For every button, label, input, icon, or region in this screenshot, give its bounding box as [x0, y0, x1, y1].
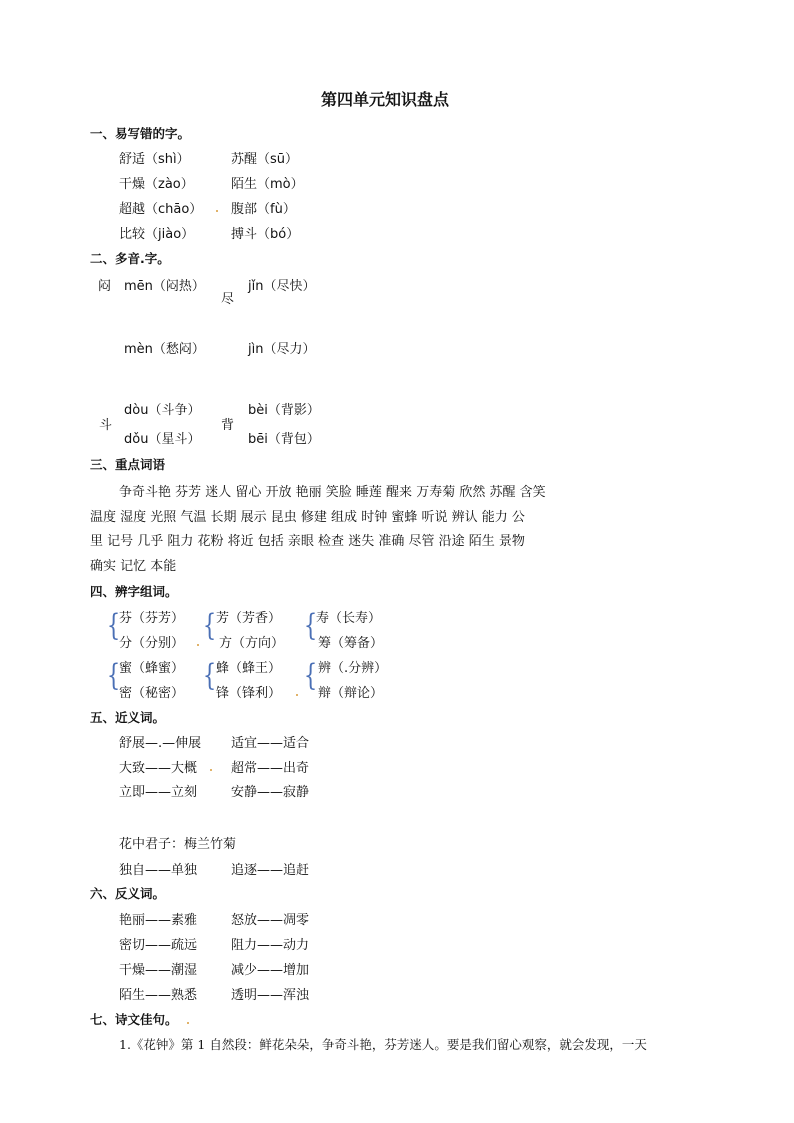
polyphone-reading: mèn（愁闷）	[124, 342, 205, 357]
polyphone-char: 尽	[221, 292, 235, 307]
polyphone-reading: bēi（背包）	[248, 432, 320, 447]
synonym-pair: 适宜——适合	[231, 736, 310, 751]
word-line: 争奇斗艳 芬芳 迷人 留心 开放 艳丽 笑脸 睡莲 醒来 万寿菊 欣然 苏醒 含笑	[119, 485, 546, 500]
distinguish-item: 分（分别）	[119, 636, 185, 651]
section-heading-key-words: 三、重点词语	[90, 457, 166, 472]
polyphone-reading: jìn（尽力）	[248, 342, 316, 357]
section-heading-distinguish: 四、辨字组词。	[90, 584, 178, 599]
antonym-pair: 减少——增加	[231, 963, 310, 978]
section-heading-antonyms: 六、反义词。	[90, 886, 166, 901]
distinguish-item: 密（秘密）	[119, 686, 185, 701]
polyphone-char: 闷	[98, 279, 112, 294]
brace-icon: {	[303, 658, 318, 693]
quote-line: 1.《花钟》第 1 自然段：鲜花朵朵，争奇斗艳，芬芳迷人。要是我们留心观察，就会发现，一天	[119, 1037, 647, 1052]
section-heading-quotes: 七、诗文佳句。	[90, 1012, 178, 1027]
polyphone-reading: dòu（斗争）	[124, 403, 201, 418]
antonym-pair: 透明——浑浊	[231, 988, 310, 1003]
antonym-pair: 艳丽——素雅	[119, 913, 198, 928]
polyphone-reading: bèi（背影）	[248, 403, 320, 418]
section-heading-typos: 一、易写错的字。	[90, 126, 191, 141]
distinguish-item: 锋（锋利）	[216, 686, 282, 701]
page-title: 第四单元知识盘点	[321, 90, 450, 109]
brace-icon: {	[303, 608, 318, 643]
antonym-pair: 干燥——潮湿	[119, 963, 198, 978]
distinguish-item: 蜜（蜂蜜）	[119, 661, 185, 676]
synonym-pair: 安静——寂静	[231, 785, 310, 800]
distinguish-item: 方（方向）	[219, 636, 285, 651]
distinguish-item: 筹（筹备）	[318, 636, 384, 651]
synonym-pair: 立即——立刻	[119, 785, 198, 800]
typo-item: 舒适（shì）	[119, 152, 190, 167]
antonym-pair: 陌生——熟悉	[119, 988, 198, 1003]
synonym-pair: 独自——单独	[119, 863, 198, 878]
typo-item: 苏醒（sū）	[231, 152, 299, 167]
polyphone-reading: jǐn（尽快）	[248, 279, 316, 294]
distinguish-item: 芬（芬芳）	[119, 611, 185, 626]
typo-item: 比较（jiào）	[119, 227, 195, 242]
word-line: 里 记号 几乎 阻力 花粉 将近 包括 亲眼 检查 迷失 准确 尽管 沿途 陌生 景物	[90, 534, 525, 549]
synonym-pair: 大致——大概	[119, 761, 198, 776]
distinguish-item: 辩（辩论）	[318, 686, 384, 701]
polyphone-reading: dǒu（星斗）	[124, 432, 201, 447]
distinguish-item: 芳（芳香）	[216, 611, 282, 626]
antonym-pair: 密切——疏远	[119, 938, 198, 953]
section-heading-synonyms: 五、近义词。	[90, 710, 166, 725]
brace-icon: {	[106, 608, 121, 643]
antonym-pair: 怒放——凋零	[231, 913, 310, 928]
typo-item: 超越（chāo）	[119, 202, 203, 217]
synonym-pair: 超常——出奇	[231, 761, 310, 776]
section-heading-polyphones: 二、多音.字。	[90, 251, 170, 266]
distinguish-item: 辨（.分辨）	[318, 661, 388, 676]
polyphone-char: 背	[221, 418, 235, 433]
brace-icon: {	[106, 658, 121, 693]
word-line: 温度 湿度 光照 气温 长期 展示 昆虫 修建 组成 时钟 蜜蜂 听说 辨认 能力 公	[90, 510, 525, 525]
typo-item: 腹部（fù）	[231, 202, 296, 217]
antonym-pair: 阻力——动力	[231, 938, 310, 953]
polyphone-char: 斗	[99, 418, 113, 433]
gentlemen-flowers: 花中君子：梅兰竹菊	[119, 837, 237, 852]
brace-icon: {	[202, 608, 217, 643]
distinguish-item: 蜂（蜂王）	[216, 661, 282, 676]
polyphone-reading: mēn（闷热）	[124, 279, 205, 294]
synonym-pair: 舒展—.—伸展	[119, 736, 202, 751]
word-line: 确实 记忆 本能	[90, 559, 177, 574]
typo-item: 搏斗（bó）	[231, 227, 300, 242]
typo-item: 干燥（zào）	[119, 177, 194, 192]
distinguish-item: 寿（长寿）	[316, 611, 382, 626]
brace-icon: {	[202, 658, 217, 693]
synonym-pair: 追逐——追赶	[231, 863, 310, 878]
typo-item: 陌生（mò）	[231, 177, 304, 192]
